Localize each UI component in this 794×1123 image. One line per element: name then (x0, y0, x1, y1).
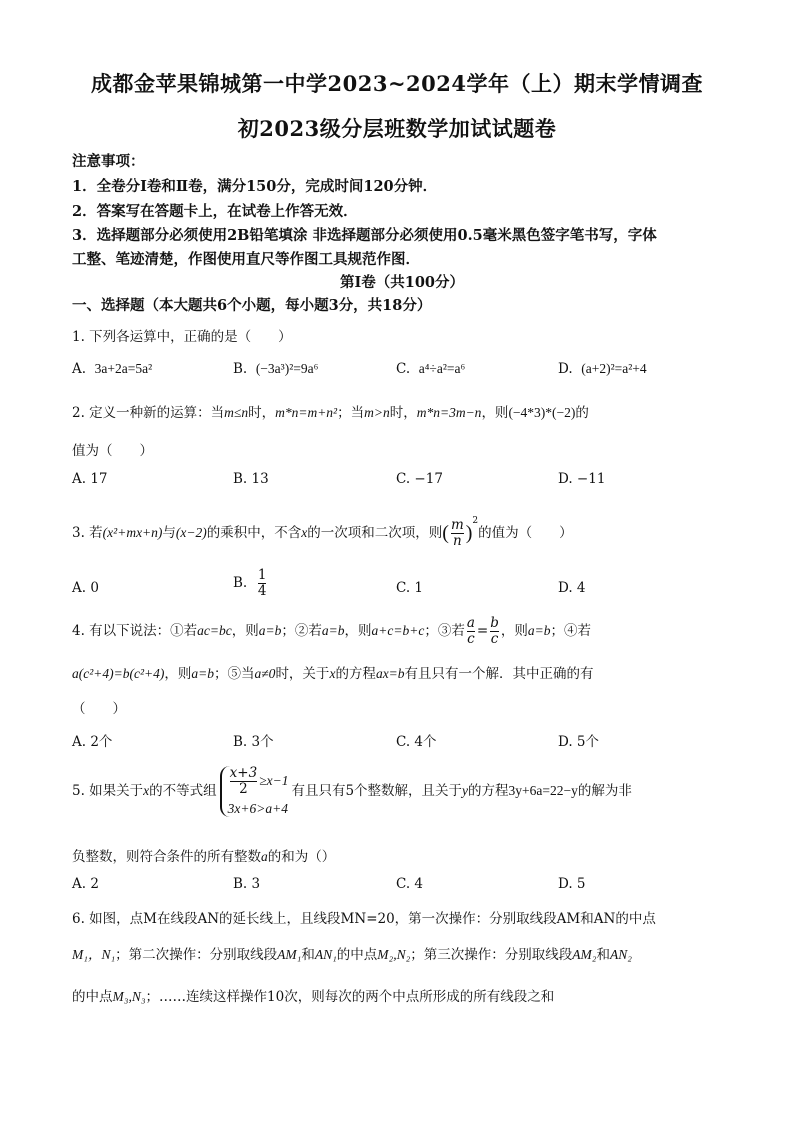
question-2-option-d: D. −11 (558, 471, 606, 487)
question-1-option-b: B. (−3a³)²=9a⁶ (233, 361, 319, 377)
question-4-option-c: C. 4个 (396, 734, 437, 750)
section-title: 一、选择题（本大题共6个小题，每小题3分，共18分） (72, 297, 432, 314)
question-3-option-c: C. 1 (396, 580, 424, 596)
notice-item-2: 2．答案写在答题卡上，在试卷上作答无效． (72, 203, 358, 220)
part-title: 第Ⅰ卷（共100分） (339, 274, 465, 291)
question-4-stem-cont: a(c²+4)=b(c²+4)，则a=b；⑤当a≠0时，关于x的方程ax=b有且只有一个解．其中正确的有 (72, 666, 594, 682)
question-5-option-d: D. 5 (558, 876, 586, 892)
question-2-stem: 2. 定义一种新的运算：当m≤n时，m*n=m+n²；当m>n时，m*n=3m−n，则(−4*3)*(−2)的 (72, 405, 589, 421)
exam-subtitle: 初2023级分层班数学加试试题卷 (237, 116, 557, 141)
question-1-stem: 1. 下列各运算中，正确的是（ ） (72, 329, 292, 345)
question-3-option-d: D. 4 (558, 580, 586, 596)
question-2-stem-cont: 值为（ ） (72, 443, 153, 459)
question-2-option-c: C. −17 (396, 471, 443, 487)
question-3-option-b: B. $\frac{1}{4}$ (233, 567, 267, 599)
question-6-stem-cont-2: 的中点M₃,N₃；……连续这样操作10次，则每次的两个中点所形成的所有线段之和 (72, 989, 555, 1005)
question-4-option-d: D. 5个 (558, 734, 600, 750)
question-1-option-c: C. a⁴÷a²=a⁶ (396, 361, 466, 377)
notice-heading: 注意事项： (72, 153, 145, 170)
question-5-stem-cont: 负整数，则符合条件的所有整数a的和为（） (72, 849, 336, 865)
question-2-option-b: B. 13 (233, 471, 269, 487)
question-4-stem-paren: （ ） (72, 701, 126, 717)
question-2-option-a: A. 17 (72, 471, 108, 487)
question-1-option-d: D. (a+2)²=a²+4 (558, 361, 647, 377)
notice-item-3-cont: 工整、笔迹清楚，作图使用直尺等作图工具规范作图． (72, 251, 420, 268)
question-6-stem-cont: M₁，N₁；第二次操作：分别取线段AM₁和AN₁的中点M₂,N₂；第三次操作：分别取线段AM₂和AN₂ (72, 947, 632, 963)
question-3-option-a: A. 0 (72, 580, 99, 596)
question-4-option-b: B. 3个 (233, 734, 274, 750)
question-3-stem: 3. 若(x²+mx+n)与(x−2)的乘积中，不含x的一次项和二次项，则( $\frac{m}{n}$ )$^2$的值为（ ） (72, 516, 573, 549)
question-4-option-a: A. 2个 (72, 734, 113, 750)
question-4-stem: 4. 有以下说法：①若ac=bc，则a=b；②若a=b，则a+c=b+c；③若 $\frac{a}{c}$ = $\frac{b}{c}$ ，则a=b；④若 (72, 615, 591, 647)
notice-item-1: 1．全卷分Ⅰ卷和Ⅱ卷，满分150分，完成时间120分钟． (72, 178, 438, 195)
question-5-stem: 5. 如果关于x的不等式组 $\frac{x+3}{2}$ ≥x−1 3x+6>a+4 有且只有5个整数解，且关于y的方程3y+6a=22−y的解为非 (72, 765, 632, 816)
question-5-option-b: B. 3 (233, 876, 261, 892)
question-5-option-c: C. 4 (396, 876, 424, 892)
question-6-stem: 6. 如图，点M在线段AN的延长线上，且线段MN=20，第一次操作：分别取线段AM和AN的中点 (72, 911, 656, 927)
notice-item-3: 3．选择题部分必须使用2B铅笔填涂 非选择题部分必须使用0.5毫米黑色签字笔书写，字体 (72, 227, 657, 244)
question-1-option-a: A. 3a+2a=5a² (72, 361, 153, 377)
exam-title: 成都金苹果锦城第一中学2023~2024学年（上）期末学情调查 (91, 71, 703, 96)
question-5-option-a: A. 2 (72, 876, 99, 892)
